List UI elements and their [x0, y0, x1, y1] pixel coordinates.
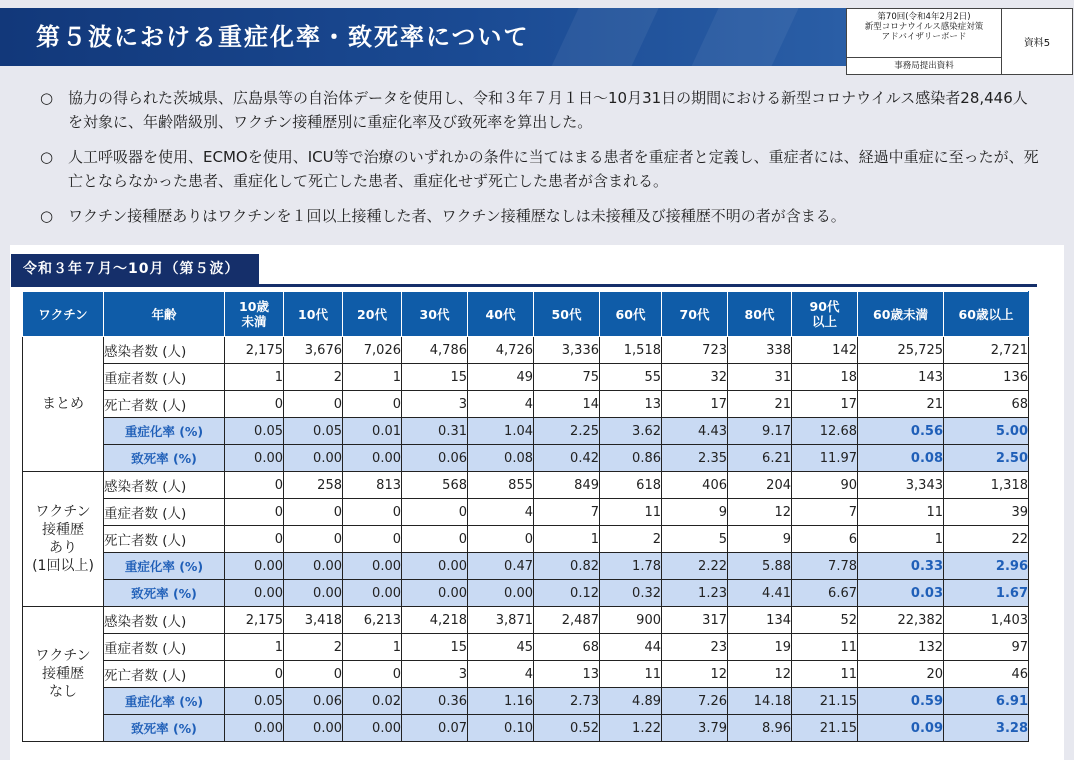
- table-cell: 15: [402, 364, 468, 391]
- table-cell: 6,213: [343, 607, 402, 634]
- table-cell: 568: [402, 472, 468, 499]
- table-cell: 11: [858, 499, 944, 526]
- table-cell: 9.17: [728, 418, 792, 445]
- page-title: 第５波における重症化率・致死率について: [36, 23, 530, 51]
- table-cell: 18: [792, 364, 858, 391]
- table-cell: 2.73: [534, 688, 600, 715]
- document-number: 資料5: [1023, 38, 1051, 49]
- table-cell: 2.25: [534, 418, 600, 445]
- table-cell: 7: [534, 499, 600, 526]
- table-cell: 11: [600, 499, 662, 526]
- table-cell: 21: [728, 391, 792, 418]
- table-cell: 849: [534, 472, 600, 499]
- table-cell: 75: [534, 364, 600, 391]
- table-cell: 2: [284, 634, 343, 661]
- table-cell: 900: [600, 607, 662, 634]
- row-label: 致死率 (%): [104, 445, 225, 472]
- row-label: 重症者数 (人): [104, 634, 225, 661]
- table-cell: 0.86: [600, 445, 662, 472]
- table-cell: 6.21: [728, 445, 792, 472]
- table-cell: 0.00: [402, 553, 468, 580]
- table-cell: 1,518: [600, 337, 662, 364]
- table-cell: 12: [728, 499, 792, 526]
- row-label: 死亡者数 (人): [104, 391, 225, 418]
- period-label: 令和３年７月～10月（第５波）: [11, 254, 259, 284]
- table-cell: 4: [468, 499, 534, 526]
- meeting-info: [847, 9, 1002, 58]
- row-label: 重症者数 (人): [104, 499, 225, 526]
- table-cell: 0: [284, 661, 343, 688]
- table-cell: 52: [792, 607, 858, 634]
- row-label: 重症化率 (%): [104, 688, 225, 715]
- count-row: [23, 607, 1029, 634]
- column-header: ワクチン: [23, 292, 104, 337]
- vaccine-group-label: ワクチン 接種歴 なし: [23, 607, 104, 742]
- table-cell: 132: [858, 634, 944, 661]
- table-cell: 258: [284, 472, 343, 499]
- note-item: [40, 204, 1040, 228]
- table-header-row: [23, 292, 1029, 337]
- note-item: [40, 86, 1040, 134]
- column-header: 90代 以上: [792, 292, 858, 337]
- count-row: [23, 499, 1029, 526]
- table-cell: 17: [792, 391, 858, 418]
- table-cell: 23: [662, 634, 728, 661]
- table-cell: 0.01: [343, 418, 402, 445]
- table-cell: 0.33: [858, 553, 944, 580]
- table-cell: 39: [944, 499, 1029, 526]
- table-cell: 0.00: [284, 580, 343, 607]
- table-cell: 1.78: [600, 553, 662, 580]
- table-cell: 0.10: [468, 715, 534, 742]
- meeting-line-3: アドバイザリーボード: [881, 32, 967, 42]
- table-cell: 0.52: [534, 715, 600, 742]
- table-cell: 0.03: [858, 580, 944, 607]
- table-cell: 1.23: [662, 580, 728, 607]
- table-cell: 11: [792, 661, 858, 688]
- table-cell: 0: [225, 391, 284, 418]
- table-cell: 2,175: [225, 607, 284, 634]
- table-cell: 0.56: [858, 418, 944, 445]
- meeting-line-1: 第70回(令和4年2月2日): [877, 12, 971, 22]
- table-cell: 0.00: [343, 715, 402, 742]
- table-cell: 21.15: [792, 715, 858, 742]
- rate-row: [23, 688, 1029, 715]
- table-cell: 0.00: [225, 553, 284, 580]
- table-cell: 6.67: [792, 580, 858, 607]
- table-cell: 7: [792, 499, 858, 526]
- row-label: 重症化率 (%): [104, 553, 225, 580]
- table-cell: 0: [402, 499, 468, 526]
- table-cell: 0.00: [284, 445, 343, 472]
- table-cell: 68: [534, 634, 600, 661]
- meeting-line-2: 新型コロナウイルス感染症対策: [864, 22, 984, 32]
- table-cell: 3,343: [858, 472, 944, 499]
- table-cell: 12.68: [792, 418, 858, 445]
- table-cell: 3.62: [600, 418, 662, 445]
- table-cell: 2: [284, 364, 343, 391]
- column-header: 10歳 未満: [225, 292, 284, 337]
- table-cell: 2.35: [662, 445, 728, 472]
- table-cell: 2,175: [225, 337, 284, 364]
- vaccine-group-label: まとめ: [23, 337, 104, 472]
- table-cell: 0.08: [858, 445, 944, 472]
- table-cell: 1: [858, 526, 944, 553]
- table-cell: 0.00: [468, 580, 534, 607]
- table-cell: 25,725: [858, 337, 944, 364]
- table-cell: 3,418: [284, 607, 343, 634]
- circle-bullet-icon: ○: [40, 207, 54, 225]
- count-row: [23, 364, 1029, 391]
- table-cell: 0: [284, 499, 343, 526]
- table-cell: 0: [225, 526, 284, 553]
- table-cell: 0.05: [225, 418, 284, 445]
- table-cell: 90: [792, 472, 858, 499]
- column-header: 60歳以上: [944, 292, 1029, 337]
- rate-row: [23, 418, 1029, 445]
- table-cell: 0.06: [402, 445, 468, 472]
- table-cell: 1.22: [600, 715, 662, 742]
- table-cell: 0.00: [402, 580, 468, 607]
- table-cell: 0: [284, 526, 343, 553]
- table-cell: 0.12: [534, 580, 600, 607]
- table-cell: 0.00: [343, 553, 402, 580]
- table-cell: 406: [662, 472, 728, 499]
- table-cell: 12: [728, 661, 792, 688]
- table-cell: 0.05: [284, 418, 343, 445]
- row-label: 死亡者数 (人): [104, 661, 225, 688]
- table-cell: 142: [792, 337, 858, 364]
- count-row: [23, 526, 1029, 553]
- row-label: 感染者数 (人): [104, 607, 225, 634]
- table-cell: 3.79: [662, 715, 728, 742]
- table-cell: 1,403: [944, 607, 1029, 634]
- table-cell: 0.47: [468, 553, 534, 580]
- note-text: 人工呼吸器を使用、ECMOを使用、ICU等で治療のいずれかの条件に当てはまる患者を重症者と定義し、重症者には、経過中重症に至ったが、死亡とならなかった患者、重症化して死亡した患者、重症化せず死亡した患者が含まれる。: [68, 148, 1039, 190]
- row-label: 感染者数 (人): [104, 337, 225, 364]
- table-cell: 0: [343, 391, 402, 418]
- rate-row: [23, 445, 1029, 472]
- column-header: 60代: [600, 292, 662, 337]
- table-cell: 317: [662, 607, 728, 634]
- table-cell: 12: [662, 661, 728, 688]
- table-cell: 0.00: [284, 553, 343, 580]
- table-cell: 2: [600, 526, 662, 553]
- vaccine-group-label: ワクチン 接種歴 あり (1回以上): [23, 472, 104, 607]
- table-cell: 20: [858, 661, 944, 688]
- row-label: 死亡者数 (人): [104, 526, 225, 553]
- table-cell: 4,726: [468, 337, 534, 364]
- table-cell: 3: [402, 391, 468, 418]
- table-cell: 3.28: [944, 715, 1029, 742]
- table-cell: 0.00: [343, 580, 402, 607]
- table-cell: 4.43: [662, 418, 728, 445]
- table-cell: 1,318: [944, 472, 1029, 499]
- row-label: 致死率 (%): [104, 715, 225, 742]
- table-cell: 3: [402, 661, 468, 688]
- column-header: 50代: [534, 292, 600, 337]
- table-cell: 13: [600, 391, 662, 418]
- table-cell: 13: [534, 661, 600, 688]
- table-cell: 3,676: [284, 337, 343, 364]
- table-cell: 143: [858, 364, 944, 391]
- table-cell: 1: [343, 634, 402, 661]
- table-cell: 6: [792, 526, 858, 553]
- table-cell: 4: [468, 391, 534, 418]
- period-underline: [11, 284, 1037, 287]
- table-cell: 4,218: [402, 607, 468, 634]
- table-cell: 1.67: [944, 580, 1029, 607]
- table-cell: 2.50: [944, 445, 1029, 472]
- rate-row: [23, 580, 1029, 607]
- table-cell: 1.04: [468, 418, 534, 445]
- table-cell: 7.26: [662, 688, 728, 715]
- table-cell: 68: [944, 391, 1029, 418]
- table-cell: 11: [600, 661, 662, 688]
- table-cell: 0.36: [402, 688, 468, 715]
- row-label: 重症者数 (人): [104, 364, 225, 391]
- rate-row: [23, 553, 1029, 580]
- count-row: [23, 337, 1029, 364]
- table-cell: 9: [728, 526, 792, 553]
- rate-row: [23, 715, 1029, 742]
- circle-bullet-icon: ○: [40, 89, 54, 107]
- table-cell: 0.07: [402, 715, 468, 742]
- table-cell: 0.05: [225, 688, 284, 715]
- table-cell: 2.96: [944, 553, 1029, 580]
- table-cell: 0: [225, 472, 284, 499]
- submitted-by: 事務局提出資料: [847, 58, 1002, 74]
- table-cell: 0.00: [343, 445, 402, 472]
- table-cell: 5.88: [728, 553, 792, 580]
- table-cell: 723: [662, 337, 728, 364]
- table-cell: 6.91: [944, 688, 1029, 715]
- table-cell: 0: [468, 526, 534, 553]
- column-header: 10代: [284, 292, 343, 337]
- table-cell: 4.89: [600, 688, 662, 715]
- table-cell: 1: [225, 364, 284, 391]
- table-cell: 855: [468, 472, 534, 499]
- count-row: [23, 634, 1029, 661]
- table-cell: 7.78: [792, 553, 858, 580]
- row-label: 重症化率 (%): [104, 418, 225, 445]
- table-cell: 22: [944, 526, 1029, 553]
- table-cell: 2,487: [534, 607, 600, 634]
- severity-fatality-table: [22, 291, 1029, 742]
- table-cell: 0.06: [284, 688, 343, 715]
- column-header: 年齢: [104, 292, 225, 337]
- header-decoration: [532, 8, 668, 66]
- table-cell: 14.18: [728, 688, 792, 715]
- table-cell: 4,786: [402, 337, 468, 364]
- table-cell: 32: [662, 364, 728, 391]
- title-bar: [0, 8, 846, 66]
- table-cell: 9: [662, 499, 728, 526]
- table-cell: 49: [468, 364, 534, 391]
- table-cell: 4.41: [728, 580, 792, 607]
- table-cell: 0.09: [858, 715, 944, 742]
- meeting-info-box: [846, 8, 1073, 75]
- table-cell: 15: [402, 634, 468, 661]
- table-cell: 136: [944, 364, 1029, 391]
- note-item: [40, 145, 1040, 193]
- table-cell: 0: [225, 661, 284, 688]
- table-cell: 618: [600, 472, 662, 499]
- table-cell: 97: [944, 634, 1029, 661]
- table-cell: 7,026: [343, 337, 402, 364]
- table-cell: 5.00: [944, 418, 1029, 445]
- table-cell: 204: [728, 472, 792, 499]
- count-row: [23, 391, 1029, 418]
- table-cell: 813: [343, 472, 402, 499]
- table-cell: 0.00: [225, 445, 284, 472]
- table-cell: 0.02: [343, 688, 402, 715]
- table-cell: 1.16: [468, 688, 534, 715]
- table-cell: 338: [728, 337, 792, 364]
- table-cell: 0: [343, 661, 402, 688]
- table-cell: 46: [944, 661, 1029, 688]
- table-cell: 4: [468, 661, 534, 688]
- column-header: 60歳未満: [858, 292, 944, 337]
- table-cell: 17: [662, 391, 728, 418]
- table-cell: 0.42: [534, 445, 600, 472]
- header-decoration: [672, 8, 808, 66]
- table-cell: 0: [402, 526, 468, 553]
- table-cell: 1: [343, 364, 402, 391]
- table-cell: 0.59: [858, 688, 944, 715]
- table-cell: 1: [225, 634, 284, 661]
- table-cell: 0: [343, 499, 402, 526]
- count-row: [23, 661, 1029, 688]
- table-cell: 21.15: [792, 688, 858, 715]
- table-cell: 45: [468, 634, 534, 661]
- table-cell: 22,382: [858, 607, 944, 634]
- table-cell: 14: [534, 391, 600, 418]
- table-cell: 2,721: [944, 337, 1029, 364]
- note-text: ワクチン接種歴ありはワクチンを１回以上接種した者、ワクチン接種歴なしは未接種及び接種歴不明の者が含まる。: [68, 207, 846, 225]
- table-cell: 0: [284, 391, 343, 418]
- circle-bullet-icon: ○: [40, 148, 54, 166]
- table-cell: 0.32: [600, 580, 662, 607]
- table-cell: 19: [728, 634, 792, 661]
- table-cell: 21: [858, 391, 944, 418]
- table-cell: 1: [534, 526, 600, 553]
- notes-section: [0, 75, 1074, 245]
- table-cell: 2.22: [662, 553, 728, 580]
- table-cell: 11.97: [792, 445, 858, 472]
- table-cell: 0: [225, 499, 284, 526]
- table-cell: 0.82: [534, 553, 600, 580]
- table-cell: 5: [662, 526, 728, 553]
- count-row: [23, 472, 1029, 499]
- row-label: 感染者数 (人): [104, 472, 225, 499]
- table-cell: 0.00: [225, 715, 284, 742]
- note-text: 協力の得られた茨城県、広島県等の自治体データを使用し、令和３年７月１日～10月31日の期間における新型コロナウイルス感染者28,446人を対象に、年齢階級別、ワクチン接種歴別に重症化率及び致死率を算出した。: [68, 89, 1028, 131]
- table-cell: 8.96: [728, 715, 792, 742]
- table-cell: 55: [600, 364, 662, 391]
- table-cell: 134: [728, 607, 792, 634]
- column-header: 40代: [468, 292, 534, 337]
- table-cell: 31: [728, 364, 792, 391]
- table-cell: 3,871: [468, 607, 534, 634]
- row-label: 致死率 (%): [104, 580, 225, 607]
- column-header: 20代: [343, 292, 402, 337]
- table-cell: 0.00: [225, 580, 284, 607]
- table-cell: 0.08: [468, 445, 534, 472]
- table-cell: 0.31: [402, 418, 468, 445]
- column-header: 30代: [402, 292, 468, 337]
- table-cell: 0: [343, 526, 402, 553]
- table-cell: 3,336: [534, 337, 600, 364]
- table-cell: 0.00: [284, 715, 343, 742]
- column-header: 80代: [728, 292, 792, 337]
- table-cell: 11: [792, 634, 858, 661]
- column-header: 70代: [662, 292, 728, 337]
- table-cell: 44: [600, 634, 662, 661]
